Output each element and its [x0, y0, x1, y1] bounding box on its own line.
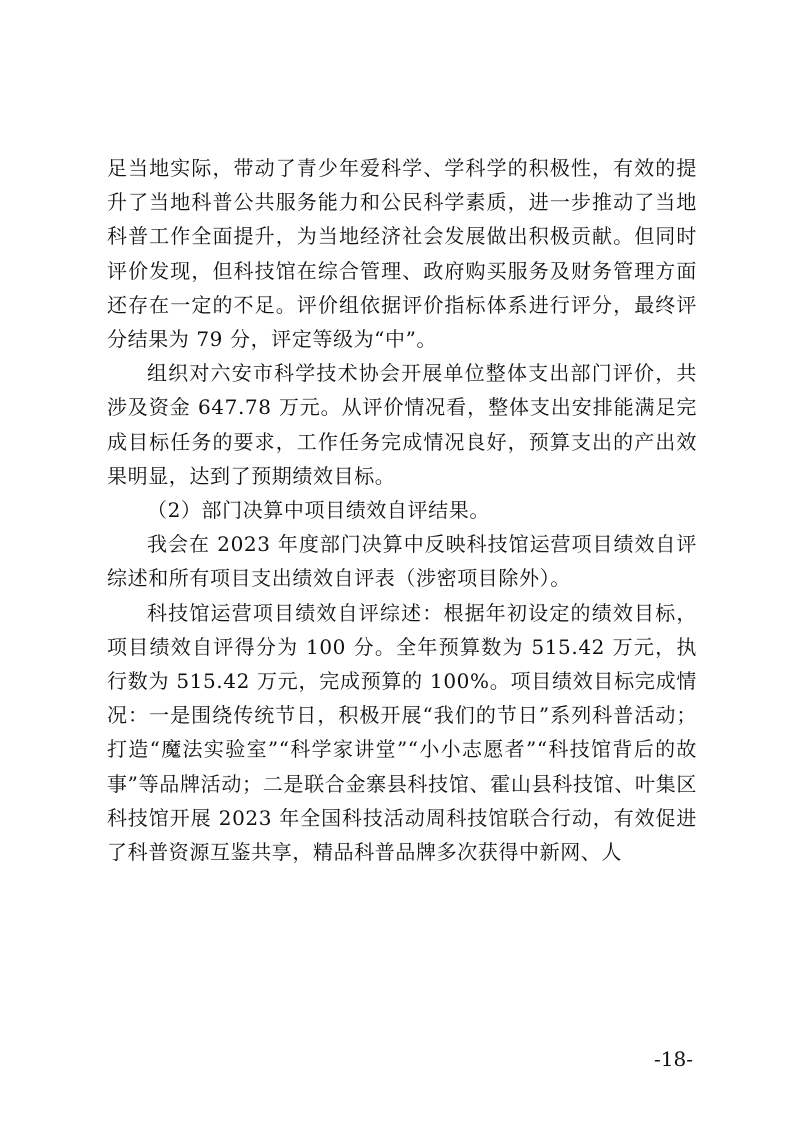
- paragraph-5: 科技馆运营项目绩效自评综述：根据年初设定的绩效目标，项目绩效自评得分为 100 分。全年预算数为 515.42 万元，执行数为 515.42 万元，完成预算的 100%。项目绩效目标完成情况：一是围绕传统节日，积极开展“我们的节日”系列科普活动；打造“魔法实验室”“科学家讲堂”“小小志愿者”“科技馆背后的故事”等品牌活动；二是联合金寨县科技馆、霍山县科技馆、叶集区科技馆开展 2023 年全国科技活动周科技馆联合行动，有效促进了科普资源互鉴共享，精品科普品牌多次获得中新网、人: [107, 600, 697, 865]
- paragraph-3: （2）部门决算中项目绩效自评结果。: [147, 498, 490, 523]
- paragraph-1: 足当地实际，带动了青少年爱科学、学科学的积极性，有效的提升了当地科普公共服务能力和公民科学素质，进一步推动了当地科普工作全面提升，为当地经济社会发展做出积极贡献。但同时评价发现，但科技馆在综合管理、政府购买服务及财务管理方面还存在一定的不足。评价组依据评价指标体系进行评分，最终评分结果为 79 分，评定等级为“中”。: [107, 156, 697, 352]
- paragraph-2: 组织对六安市科学技术协会开展单位整体支出部门评价，共涉及资金 647.78 万元。从评价情况看，整体支出安排能满足完成目标任务的要求，工作任务完成情况良好，预算支出的产出效果明显，达到了预期绩效目标。: [107, 361, 697, 488]
- page-number: -18-: [654, 1047, 693, 1071]
- body-text: [107, 151, 697, 869]
- paragraph-4: 我会在 2023 年度部门决算中反映科技馆运营项目绩效自评综述和所有项目支出绩效自评表（涉密项目除外）。: [107, 532, 697, 591]
